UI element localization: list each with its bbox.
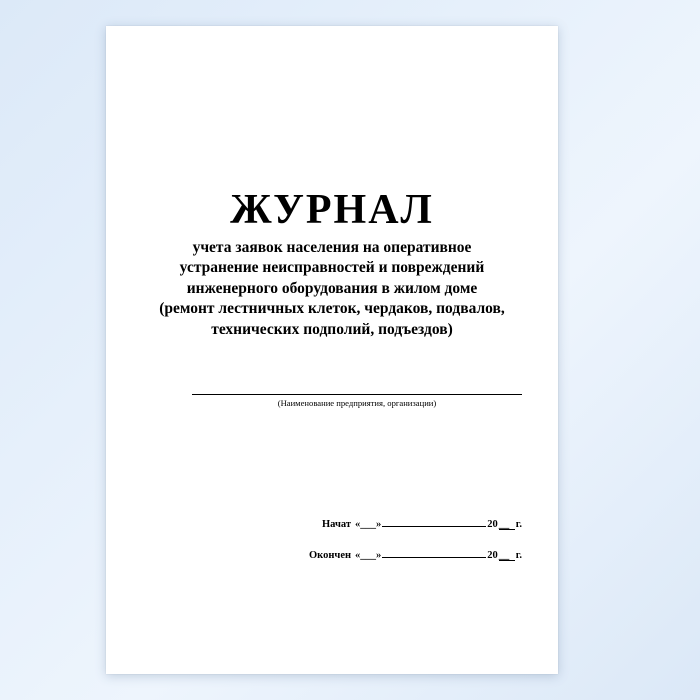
finished-day-value[interactable]: ___ (360, 550, 377, 561)
organization-input-line[interactable] (192, 394, 522, 395)
cover-subtitle (146, 238, 518, 340)
started-month-input[interactable] (382, 516, 486, 527)
subtitle-line-4: (ремонт лестничных клеток, чердаков, подвалов, (159, 300, 505, 318)
finished-year-suffix: г. (515, 550, 522, 561)
organization-caption: (Наименование предприятия, организации) (277, 398, 437, 408)
page-title: ЖУРНАЛ (230, 187, 434, 233)
started-year-prefix: 20 (487, 519, 498, 530)
started-label: Начат (321, 519, 352, 530)
document-cover (106, 26, 558, 674)
finished-label: Окончен (309, 550, 352, 561)
subtitle-line-2: устранение неисправностей и повреждений (179, 259, 485, 277)
started-day-suffix: » (376, 519, 382, 530)
finished-date-row (106, 547, 522, 561)
started-year-input[interactable]: __ (499, 519, 515, 530)
dates-block (106, 516, 522, 578)
subtitle-line-3: инженерного оборудования в жилом доме (186, 279, 478, 297)
finished-year-input[interactable]: __ (499, 550, 515, 561)
started-date-row (106, 516, 522, 530)
document-page (106, 26, 558, 674)
subtitle-line-1: учета заявок населения на оперативное (192, 239, 472, 256)
started-day-prefix: « (355, 519, 361, 530)
finished-day-suffix: » (376, 550, 382, 561)
organization-field (192, 394, 522, 408)
started-day-value[interactable]: ___ (360, 519, 377, 530)
finished-day-prefix: « (355, 550, 361, 561)
started-year-suffix: г. (515, 519, 522, 530)
finished-year-prefix: 20 (487, 550, 498, 561)
finished-month-input[interactable] (382, 547, 486, 558)
subtitle-line-5: технических подполий, подъездов) (211, 320, 453, 338)
